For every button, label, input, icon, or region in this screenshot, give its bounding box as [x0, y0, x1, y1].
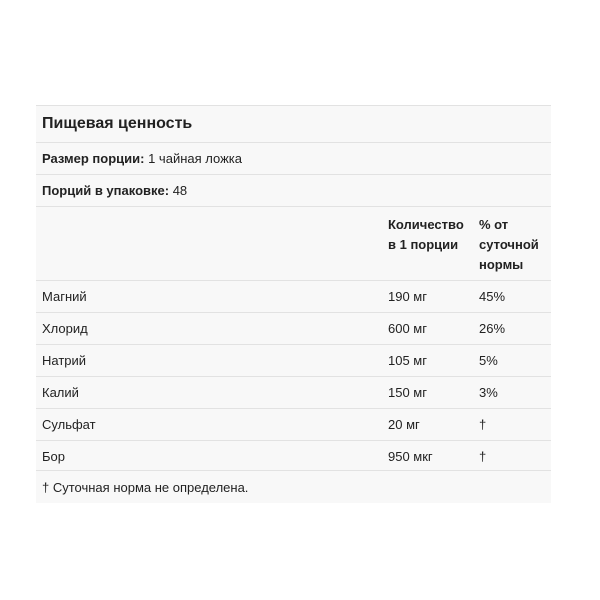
- nutrient-daily-value: †: [479, 449, 487, 464]
- servings-per-container-value: 48: [172, 183, 188, 198]
- amount-column-header: Количество в 1 порции: [388, 217, 464, 252]
- nutrient-amount: 150 мг: [388, 385, 427, 400]
- nutrient-name: Натрий: [42, 353, 87, 368]
- footnote-text: † Суточная норма не определена.: [42, 480, 249, 495]
- servings-per-container-row: [36, 175, 551, 207]
- nutrition-facts-panel: [36, 105, 551, 503]
- nutrient-amount: 950 мкг: [388, 449, 433, 464]
- nutrient-row: [36, 441, 551, 471]
- nutrient-row: [36, 345, 551, 377]
- nutrient-name: Калий: [42, 385, 79, 400]
- footnote-row: [36, 471, 551, 503]
- serving-size-label: Размер порции:: [42, 151, 145, 166]
- nutrient-amount: 190 мг: [388, 289, 427, 304]
- nutrient-daily-value: †: [479, 417, 487, 432]
- nutrient-amount: 20 мг: [388, 417, 420, 432]
- daily-value-column-header: % от суточной нормы: [479, 217, 539, 272]
- nutrient-amount: 600 мг: [388, 321, 427, 336]
- nutrient-name: Сульфат: [42, 417, 96, 432]
- nutrient-row: [36, 313, 551, 345]
- nutrient-daily-value: 45%: [479, 289, 506, 304]
- servings-per-container-text: [42, 183, 187, 198]
- nutrient-name: Бор: [42, 449, 65, 464]
- nutrient-daily-value: 26%: [479, 321, 506, 336]
- nutrition-title: Пищевая ценность: [42, 115, 193, 132]
- column-header-row: [36, 207, 551, 281]
- nutrient-daily-value: 5%: [479, 353, 498, 368]
- nutrient-name: Магний: [42, 289, 87, 304]
- nutrient-name: Хлорид: [42, 321, 88, 336]
- servings-per-container-label: Порций в упаковке:: [42, 183, 170, 198]
- nutrient-amount: 105 мг: [388, 353, 427, 368]
- nutrient-row: [36, 281, 551, 313]
- nutrient-row: [36, 377, 551, 409]
- title-row: [36, 106, 551, 143]
- nutrient-daily-value: 3%: [479, 385, 498, 400]
- serving-size-value: 1 чайная ложка: [148, 151, 242, 166]
- nutrient-row: [36, 409, 551, 441]
- serving-size-row: [36, 143, 551, 175]
- serving-size-text: [42, 151, 242, 166]
